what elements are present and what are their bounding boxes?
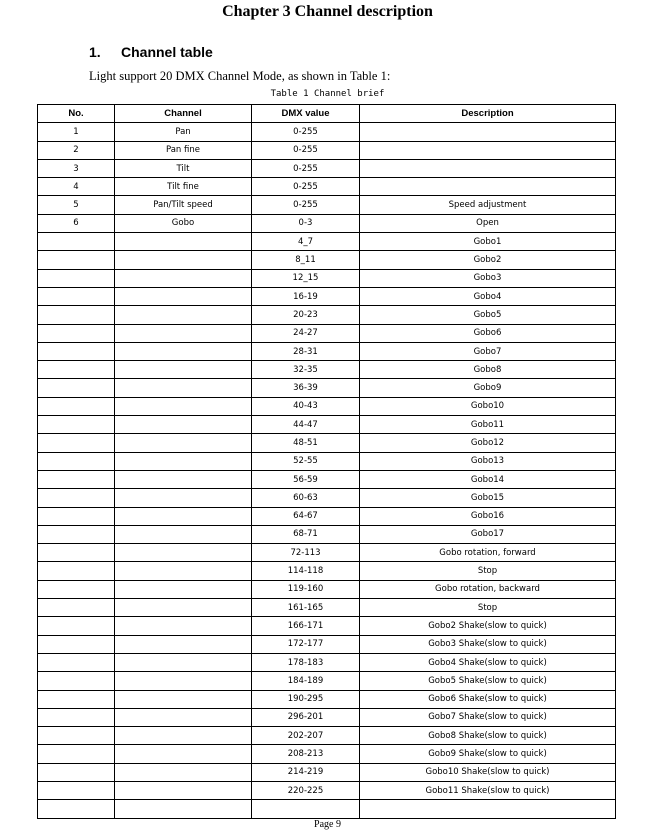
cell-channel [115, 269, 252, 287]
cell-dmx-value: 190-295 [252, 690, 360, 708]
cell-description: Gobo9 [360, 379, 616, 397]
cell-description: Gobo7 [360, 342, 616, 360]
cell-no [38, 470, 115, 488]
cell-dmx-value [252, 800, 360, 818]
cell-no [38, 653, 115, 671]
table-row [38, 214, 616, 232]
table-row [38, 690, 616, 708]
cell-dmx-value: 0-3 [252, 214, 360, 232]
cell-channel [115, 580, 252, 598]
table-row [38, 123, 616, 141]
table-row [38, 525, 616, 543]
cell-no [38, 727, 115, 745]
cell-dmx-value: 208-213 [252, 745, 360, 763]
table-row [38, 141, 616, 159]
cell-description: Gobo3 Shake(slow to quick) [360, 635, 616, 653]
table-row [38, 617, 616, 635]
cell-channel: Pan [115, 123, 252, 141]
cell-dmx-value: 16-19 [252, 287, 360, 305]
cell-dmx-value: 52-55 [252, 452, 360, 470]
cell-description: Gobo16 [360, 507, 616, 525]
table-header [38, 105, 616, 123]
table-row [38, 324, 616, 342]
cell-channel [115, 781, 252, 799]
cell-description: Gobo7 Shake(slow to quick) [360, 708, 616, 726]
cell-channel [115, 672, 252, 690]
cell-no [38, 562, 115, 580]
cell-channel [115, 800, 252, 818]
cell-description: Gobo rotation, forward [360, 544, 616, 562]
cell-description: Gobo11 Shake(slow to quick) [360, 781, 616, 799]
section-title: Channel table [121, 44, 213, 60]
cell-channel [115, 287, 252, 305]
table-row [38, 489, 616, 507]
cell-no [38, 233, 115, 251]
intro-text: Light support 20 DMX Channel Mode, as shown in Table 1: [89, 69, 391, 83]
cell-description [360, 178, 616, 196]
cell-dmx-value: 0-255 [252, 196, 360, 214]
cell-dmx-value: 119-160 [252, 580, 360, 598]
cell-no [38, 617, 115, 635]
cell-dmx-value: 166-171 [252, 617, 360, 635]
cell-dmx-value: 56-59 [252, 470, 360, 488]
cell-channel [115, 324, 252, 342]
cell-description: Gobo1 [360, 233, 616, 251]
cell-channel: Pan fine [115, 141, 252, 159]
cell-dmx-value: 0-255 [252, 123, 360, 141]
table-row [38, 287, 616, 305]
cell-channel [115, 599, 252, 617]
cell-no [38, 525, 115, 543]
cell-no [38, 416, 115, 434]
cell-channel [115, 434, 252, 452]
cell-channel [115, 361, 252, 379]
cell-dmx-value: 20-23 [252, 306, 360, 324]
table-row [38, 416, 616, 434]
cell-dmx-value: 0-255 [252, 141, 360, 159]
table-row [38, 251, 616, 269]
cell-channel: Gobo [115, 214, 252, 232]
cell-no: 1 [38, 123, 115, 141]
table-row [38, 159, 616, 177]
cell-dmx-value: 0-255 [252, 159, 360, 177]
cell-dmx-value: 214-219 [252, 763, 360, 781]
cell-dmx-value: 48-51 [252, 434, 360, 452]
table-row [38, 708, 616, 726]
cell-channel: Tilt fine [115, 178, 252, 196]
cell-channel [115, 763, 252, 781]
cell-no [38, 269, 115, 287]
cell-dmx-value: 64-67 [252, 507, 360, 525]
cell-no [38, 306, 115, 324]
cell-description: Stop [360, 599, 616, 617]
cell-dmx-value: 60-63 [252, 489, 360, 507]
cell-description: Gobo2 Shake(slow to quick) [360, 617, 616, 635]
cell-description: Speed adjustment [360, 196, 616, 214]
cell-no [38, 672, 115, 690]
cell-no [38, 781, 115, 799]
cell-dmx-value: 40-43 [252, 397, 360, 415]
cell-dmx-value: 161-165 [252, 599, 360, 617]
cell-description: Gobo13 [360, 452, 616, 470]
cell-dmx-value: 44-47 [252, 416, 360, 434]
cell-no: 4 [38, 178, 115, 196]
cell-channel [115, 653, 252, 671]
cell-description: Gobo6 Shake(slow to quick) [360, 690, 616, 708]
cell-no [38, 342, 115, 360]
cell-no: 6 [38, 214, 115, 232]
cell-description: Gobo9 Shake(slow to quick) [360, 745, 616, 763]
channel-table [37, 104, 616, 819]
cell-dmx-value: 202-207 [252, 727, 360, 745]
cell-no [38, 544, 115, 562]
cell-no [38, 287, 115, 305]
cell-no [38, 379, 115, 397]
table-row [38, 269, 616, 287]
table-row [38, 306, 616, 324]
cell-description: Gobo10 Shake(slow to quick) [360, 763, 616, 781]
cell-dmx-value: 28-31 [252, 342, 360, 360]
cell-dmx-value: 8_11 [252, 251, 360, 269]
cell-dmx-value: 68-71 [252, 525, 360, 543]
cell-no [38, 745, 115, 763]
cell-no: 3 [38, 159, 115, 177]
cell-channel [115, 690, 252, 708]
column-header-dmx-value: DMX value [252, 105, 360, 123]
cell-description: Gobo8 [360, 361, 616, 379]
cell-description [360, 159, 616, 177]
table-row [38, 361, 616, 379]
table-row [38, 544, 616, 562]
cell-description: Gobo4 Shake(slow to quick) [360, 653, 616, 671]
table-row [38, 233, 616, 251]
cell-description: Gobo4 [360, 287, 616, 305]
cell-description: Gobo11 [360, 416, 616, 434]
cell-description: Stop [360, 562, 616, 580]
cell-dmx-value: 12_15 [252, 269, 360, 287]
cell-dmx-value: 220-225 [252, 781, 360, 799]
cell-no [38, 690, 115, 708]
table-row [38, 672, 616, 690]
table-row [38, 599, 616, 617]
table-row [38, 781, 616, 799]
cell-dmx-value: 24-27 [252, 324, 360, 342]
table-row [38, 452, 616, 470]
table-row [38, 434, 616, 452]
cell-no [38, 708, 115, 726]
cell-description [360, 800, 616, 818]
cell-channel: Pan/Tilt speed [115, 196, 252, 214]
cell-no [38, 251, 115, 269]
cell-dmx-value: 72-113 [252, 544, 360, 562]
cell-channel [115, 342, 252, 360]
cell-description: Gobo12 [360, 434, 616, 452]
cell-channel [115, 470, 252, 488]
chapter-title: Chapter 3 Channel description [222, 3, 433, 20]
table-row [38, 580, 616, 598]
cell-dmx-value: 178-183 [252, 653, 360, 671]
cell-no [38, 635, 115, 653]
cell-no [38, 763, 115, 781]
cell-channel [115, 507, 252, 525]
table-body [38, 123, 616, 818]
table-row [38, 727, 616, 745]
cell-description: Gobo6 [360, 324, 616, 342]
cell-channel [115, 544, 252, 562]
cell-dmx-value: 0-255 [252, 178, 360, 196]
table-row [38, 397, 616, 415]
table-row [38, 342, 616, 360]
column-header-description: Description [360, 105, 616, 123]
cell-description: Gobo17 [360, 525, 616, 543]
cell-channel [115, 306, 252, 324]
cell-description: Gobo14 [360, 470, 616, 488]
cell-description: Open [360, 214, 616, 232]
cell-description: Gobo10 [360, 397, 616, 415]
cell-dmx-value: 36-39 [252, 379, 360, 397]
cell-dmx-value: 296-201 [252, 708, 360, 726]
cell-channel [115, 562, 252, 580]
cell-no [38, 489, 115, 507]
cell-channel [115, 416, 252, 434]
page-number: Page 9 [314, 819, 341, 830]
cell-description: Gobo5 Shake(slow to quick) [360, 672, 616, 690]
table-caption: Table 1 Channel brief [270, 89, 385, 99]
section-heading [89, 44, 213, 60]
table-row [38, 178, 616, 196]
table-row [38, 507, 616, 525]
table-row [38, 470, 616, 488]
cell-no [38, 361, 115, 379]
cell-description: Gobo15 [360, 489, 616, 507]
cell-channel [115, 635, 252, 653]
cell-channel [115, 745, 252, 763]
cell-no: 2 [38, 141, 115, 159]
cell-no [38, 580, 115, 598]
cell-dmx-value: 172-177 [252, 635, 360, 653]
cell-channel [115, 525, 252, 543]
table-row [38, 745, 616, 763]
cell-no [38, 434, 115, 452]
cell-dmx-value: 114-118 [252, 562, 360, 580]
table-row [38, 562, 616, 580]
cell-description: Gobo5 [360, 306, 616, 324]
table-row [38, 196, 616, 214]
cell-channel [115, 489, 252, 507]
cell-dmx-value: 32-35 [252, 361, 360, 379]
table-row [38, 800, 616, 818]
cell-description: Gobo rotation, backward [360, 580, 616, 598]
section-number: 1. [89, 44, 101, 60]
cell-dmx-value: 4_7 [252, 233, 360, 251]
table-row [38, 763, 616, 781]
table-row [38, 635, 616, 653]
cell-no [38, 507, 115, 525]
cell-channel [115, 617, 252, 635]
cell-channel: Tilt [115, 159, 252, 177]
cell-no [38, 397, 115, 415]
cell-dmx-value: 184-189 [252, 672, 360, 690]
cell-no [38, 452, 115, 470]
cell-no [38, 599, 115, 617]
cell-channel [115, 452, 252, 470]
cell-description: Gobo2 [360, 251, 616, 269]
table-header-row [38, 105, 616, 123]
cell-channel [115, 251, 252, 269]
cell-channel [115, 233, 252, 251]
cell-description [360, 123, 616, 141]
cell-channel [115, 379, 252, 397]
cell-channel [115, 397, 252, 415]
cell-description [360, 141, 616, 159]
table-row [38, 653, 616, 671]
cell-no [38, 800, 115, 818]
cell-description: Gobo3 [360, 269, 616, 287]
column-header-no: No. [38, 105, 115, 123]
cell-no [38, 324, 115, 342]
table-row [38, 379, 616, 397]
cell-channel [115, 727, 252, 745]
cell-no: 5 [38, 196, 115, 214]
cell-description: Gobo8 Shake(slow to quick) [360, 727, 616, 745]
column-header-channel: Channel [115, 105, 252, 123]
cell-channel [115, 708, 252, 726]
